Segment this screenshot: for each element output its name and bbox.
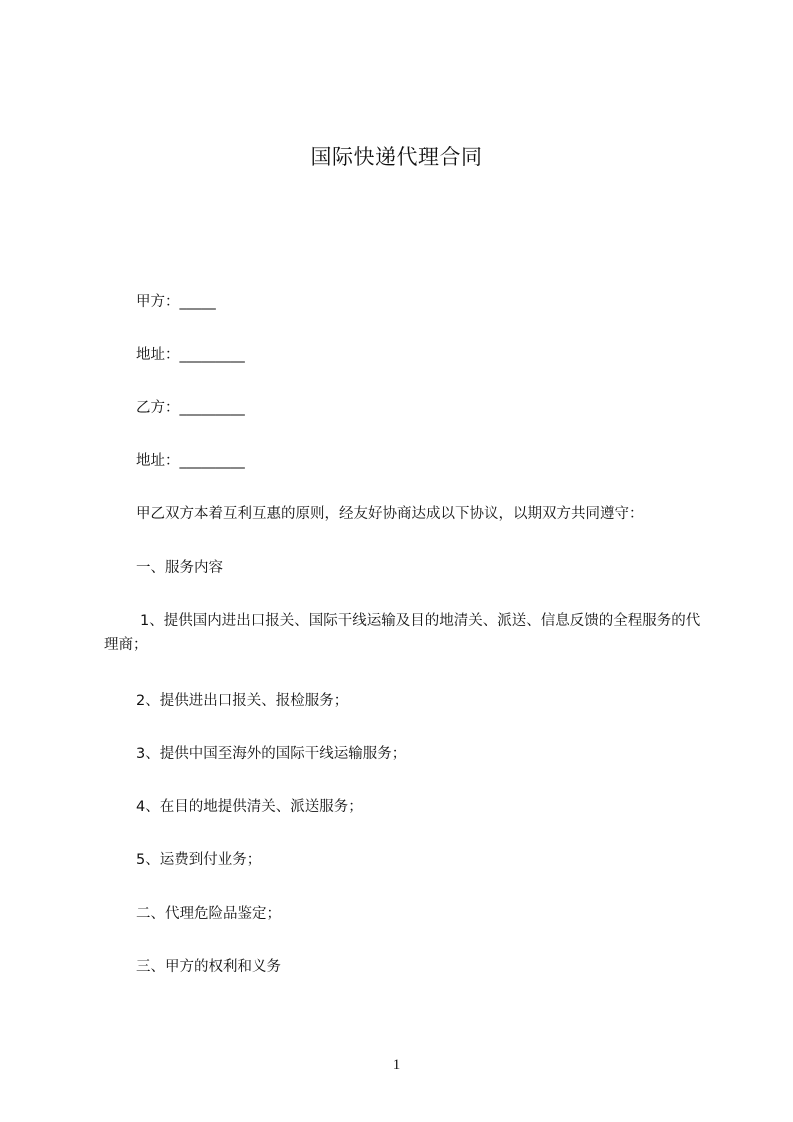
page-number: 1 bbox=[392, 1057, 401, 1073]
section-1-heading: 一、服务内容 bbox=[136, 560, 223, 576]
service-item-1: 1、提供国内进出口报关、国际干线运输及目的地清关、派送、信息反馈的全程服务的代理商； bbox=[104, 613, 701, 653]
section-2-heading: 二、代理危险品鉴定； bbox=[136, 906, 281, 922]
service-item-2: 2、提供进出口报关、报检服务； bbox=[136, 693, 349, 709]
party-b-line: 乙方：_________ bbox=[136, 400, 245, 416]
service-item-5: 5、运费到付业务； bbox=[136, 852, 262, 868]
address-a-line: 地址：_________ bbox=[136, 347, 245, 363]
address-b-line: 地址：_________ bbox=[136, 453, 245, 469]
party-a-line: 甲方：_____ bbox=[136, 294, 216, 310]
section-3-heading: 三、甲方的权利和义务 bbox=[136, 959, 281, 975]
service-item-4: 4、在目的地提供清关、派送服务； bbox=[136, 799, 363, 815]
document-title: 国际快递代理合同 bbox=[310, 145, 483, 169]
service-item-3: 3、提供中国至海外的国际干线运输服务； bbox=[136, 746, 407, 762]
preamble-paragraph: 甲乙双方本着互利互惠的原则，经友好协商达成以下协议，以期双方共同遵守： bbox=[136, 506, 644, 522]
